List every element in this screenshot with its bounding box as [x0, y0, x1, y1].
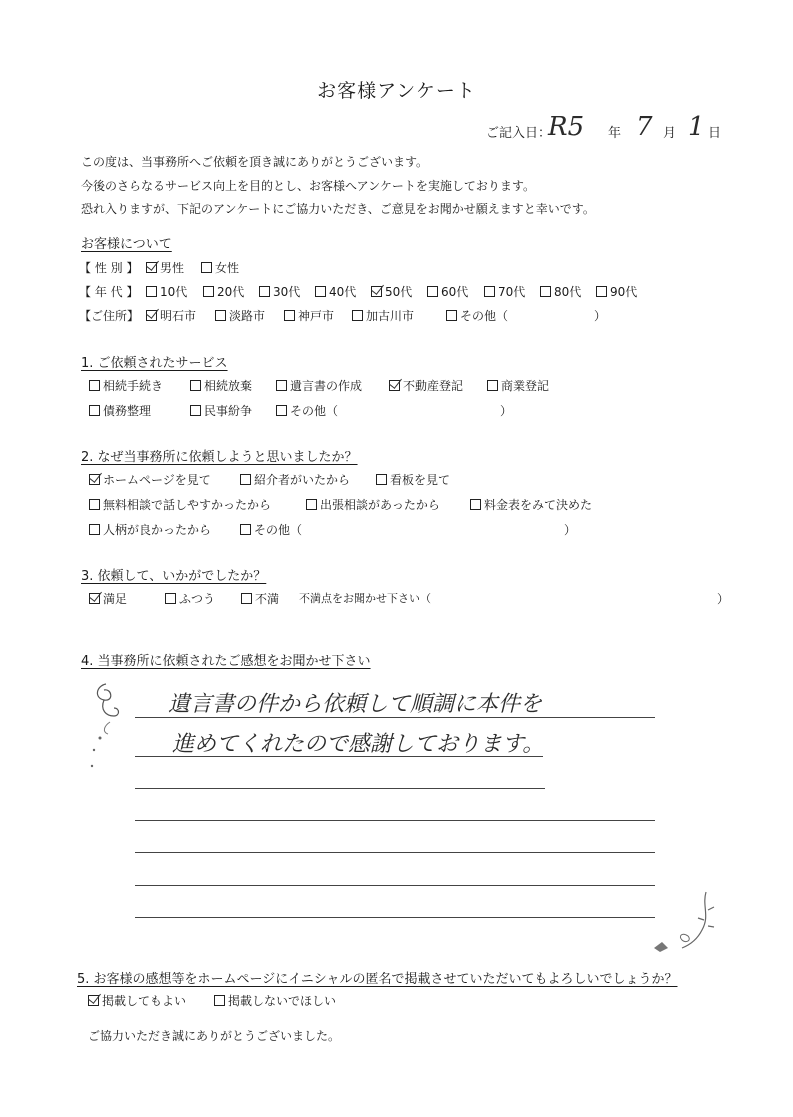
checkbox-icon[interactable]: [376, 474, 387, 485]
q1-option[interactable]: 商業登記: [487, 377, 549, 394]
intro-line-1: この度は、当事務所へご依頼を頂き誠にありがとうございます。: [81, 155, 429, 169]
address-option[interactable]: 淡路市: [215, 307, 265, 324]
age-option[interactable]: 30代: [259, 283, 300, 300]
q1-option-other[interactable]: その他（: [276, 402, 338, 419]
checkbox-icon[interactable]: [427, 286, 438, 297]
checkbox-icon[interactable]: [306, 499, 317, 510]
checkbox-icon[interactable]: [484, 286, 495, 297]
age-option[interactable]: 40代: [315, 283, 356, 300]
checkbox-icon[interactable]: [446, 310, 457, 321]
checkbox-icon[interactable]: [470, 499, 481, 510]
checkbox-icon[interactable]: [190, 380, 201, 391]
q3-heading: 3. 依頼して、いかがでしたか？: [81, 569, 267, 584]
vine-ornament-icon: [652, 886, 722, 956]
q1-option[interactable]: 債務整理: [89, 402, 151, 419]
checkbox-checked-icon[interactable]: [371, 286, 382, 297]
gender-option-male[interactable]: 男性: [146, 259, 184, 276]
q3-option-satisfied[interactable]: 満足: [89, 590, 127, 607]
checkbox-checked-icon[interactable]: [146, 310, 157, 321]
floral-ornament-icon: [86, 676, 128, 776]
age-option[interactable]: 90代: [596, 283, 637, 300]
address-label: 【ご住所】: [79, 309, 140, 323]
date-label: ご記入日：: [486, 126, 552, 141]
checkbox-icon[interactable]: [276, 405, 287, 416]
age-option-50s[interactable]: 50代: [371, 283, 412, 300]
checkbox-icon[interactable]: [146, 286, 157, 297]
checkbox-icon[interactable]: [240, 524, 251, 535]
age-option[interactable]: 60代: [427, 283, 468, 300]
q2-heading: 2. なぜ当事務所に依頼しようと思いましたか？: [81, 450, 358, 465]
checkbox-icon[interactable]: [596, 286, 607, 297]
checkbox-checked-icon[interactable]: [389, 380, 400, 391]
checkbox-checked-icon[interactable]: [89, 593, 100, 604]
q5-option-do-not-publish[interactable]: 掲載しないでほしい: [214, 992, 336, 1009]
checkbox-checked-icon[interactable]: [146, 262, 157, 273]
answer-line: [135, 788, 545, 789]
date-year-unit: 年: [608, 126, 622, 141]
date-month-value: 7: [636, 112, 653, 142]
checkbox-icon[interactable]: [276, 380, 287, 391]
about-heading: お客様について: [81, 237, 172, 252]
age-option[interactable]: 10代: [146, 283, 187, 300]
checkbox-icon[interactable]: [315, 286, 326, 297]
checkbox-checked-icon[interactable]: [89, 474, 100, 485]
q2-option[interactable]: 出張相談があったから: [306, 496, 440, 513]
age-option[interactable]: 80代: [540, 283, 581, 300]
checkbox-icon[interactable]: [215, 310, 226, 321]
checkbox-icon[interactable]: [487, 380, 498, 391]
intro-line-2: 今後のさらなるサービス向上を目的とし、お客様へアンケートを実施しております。: [81, 179, 535, 193]
gender-option-female[interactable]: 女性: [201, 259, 239, 276]
intro-line-3: 恐れ入りますが、下記のアンケートにご協力いただき、ご意見をお聞かせ願えますと幸いです。: [81, 202, 595, 216]
checkbox-icon[interactable]: [89, 380, 100, 391]
checkbox-icon[interactable]: [240, 474, 251, 485]
closing-thanks: ご協力いただき誠にありがとうございました。: [88, 1029, 341, 1043]
q1-option[interactable]: 民事紛争: [190, 402, 252, 419]
checkbox-icon[interactable]: [214, 995, 225, 1006]
checkbox-icon[interactable]: [203, 286, 214, 297]
q2-option[interactable]: 看板を見て: [376, 471, 450, 488]
comment-line-1: 遺言書の件から依頼して順調に本件を: [168, 692, 543, 717]
date-year-value: R5: [548, 112, 585, 142]
checkbox-icon[interactable]: [284, 310, 295, 321]
answer-line: [135, 917, 655, 918]
q5-heading: 5. お客様の感想等をホームページにイニシャルの匿名で掲載させていただいてもよろしいでしょうか？: [77, 972, 678, 987]
q1-option[interactable]: 相続手続き: [89, 377, 163, 394]
answer-line: [135, 756, 543, 757]
checkbox-icon[interactable]: [201, 262, 212, 273]
comment-line-2: 進めてくれたので感謝しております。: [172, 732, 545, 757]
checkbox-icon[interactable]: [165, 593, 176, 604]
checkbox-icon[interactable]: [259, 286, 270, 297]
age-option[interactable]: 70代: [484, 283, 525, 300]
address-close-paren: ）: [594, 309, 607, 323]
checkbox-icon[interactable]: [89, 499, 100, 510]
q2-option[interactable]: 紹介者がいたから: [240, 471, 350, 488]
q1-heading: 1. ご依頼されたサービス: [81, 356, 228, 371]
date-day-unit: 日: [708, 126, 722, 141]
answer-line: [135, 885, 655, 886]
address-option-akashi[interactable]: 明石市: [146, 307, 196, 324]
q1-close-paren: ）: [500, 404, 513, 418]
q3-option[interactable]: 不満: [241, 590, 279, 607]
answer-line: [135, 717, 655, 718]
q3-dissatisfaction-prompt: 不満点をお聞かせ下さい（: [299, 592, 431, 605]
address-option[interactable]: 神戸市: [284, 307, 334, 324]
gender-label: 【 性 別 】: [79, 261, 139, 275]
checkbox-icon[interactable]: [540, 286, 551, 297]
q3-option[interactable]: ふつう: [165, 590, 215, 607]
checkbox-icon[interactable]: [89, 524, 100, 535]
q2-close-paren: ）: [564, 523, 577, 537]
q2-option[interactable]: 無料相談で話しやすかったから: [89, 496, 271, 513]
q4-heading: 4. 当事務所に依頼されたご感想をお聞かせ下さい: [81, 654, 371, 669]
q1-option[interactable]: 遺言書の作成: [276, 377, 362, 394]
date-month-unit: 月: [663, 126, 677, 141]
entry-date: [486, 112, 726, 148]
q1-option-real-estate[interactable]: 不動産登記: [389, 377, 463, 394]
address-option[interactable]: 加古川市: [352, 307, 414, 324]
q2-option[interactable]: 料金表をみて決めた: [470, 496, 592, 513]
q1-option[interactable]: 相続放棄: [190, 377, 252, 394]
checkbox-icon[interactable]: [241, 593, 252, 604]
checkbox-icon[interactable]: [190, 405, 201, 416]
q2-option-homepage[interactable]: ホームページを見て: [89, 471, 211, 488]
q2-option-other[interactable]: その他（: [240, 521, 302, 538]
answer-line: [135, 852, 655, 853]
checkbox-checked-icon[interactable]: [88, 995, 99, 1006]
age-option[interactable]: 20代: [203, 283, 244, 300]
page-title: お客様アンケート: [317, 80, 476, 102]
q5-option-ok-to-publish[interactable]: 掲載してもよい: [88, 992, 186, 1009]
age-label: 【 年 代 】: [79, 285, 139, 299]
checkbox-icon[interactable]: [352, 310, 363, 321]
q2-option[interactable]: 人柄が良かったから: [89, 521, 211, 538]
date-day-value: 1: [688, 112, 705, 142]
q3-close-paren: ）: [717, 592, 730, 606]
answer-line: [135, 820, 655, 821]
checkbox-icon[interactable]: [89, 405, 100, 416]
address-option-other[interactable]: その他（: [446, 307, 508, 324]
